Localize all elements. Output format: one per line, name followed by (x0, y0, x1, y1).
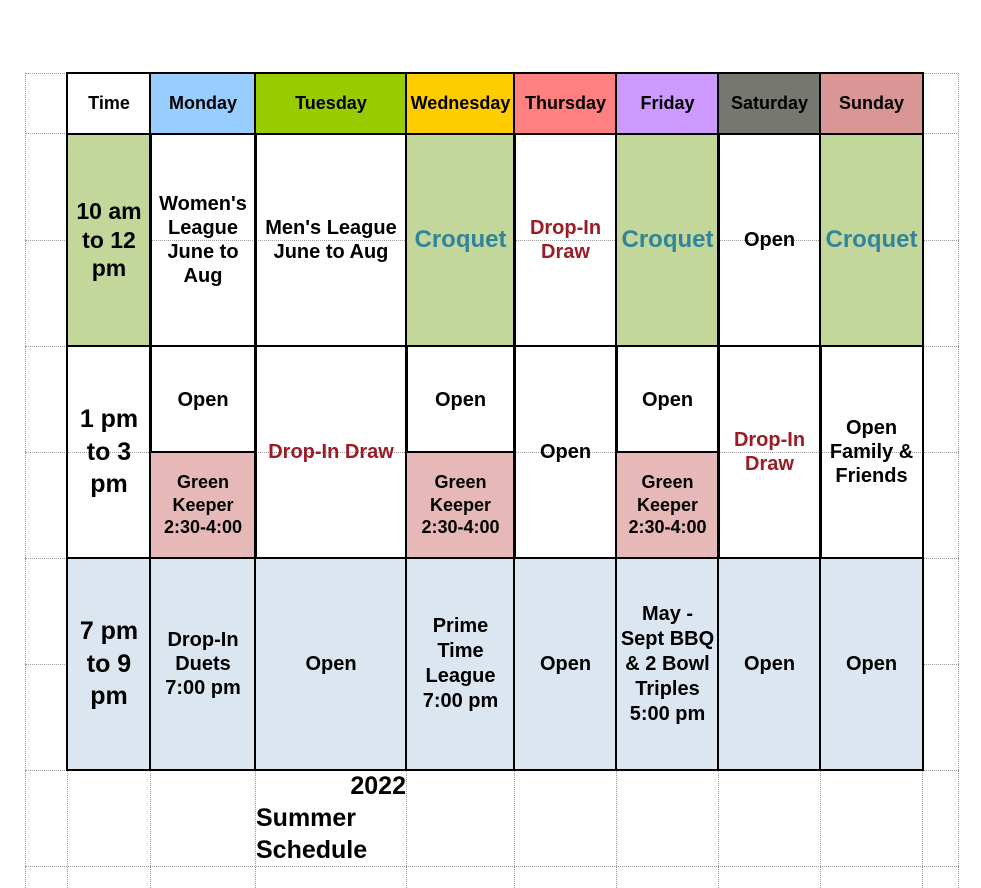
header-tuesday: Tuesday (254, 72, 408, 135)
wednesday-evening: Prime Time League 7:00 pm (405, 557, 516, 771)
friday-afternoon-open: Open (615, 345, 720, 453)
saturday-morning: Open (717, 133, 822, 347)
header-wednesday: Wednesday (405, 72, 516, 135)
thursday-evening: Open (513, 557, 618, 771)
friday-green-keeper: Green Keeper 2:30-4:00 (615, 451, 720, 559)
wednesday-green-keeper: Green Keeper 2:30-4:00 (405, 451, 516, 559)
gridline (958, 73, 959, 888)
gridline (25, 866, 959, 867)
tuesday-afternoon: Drop-In Draw (254, 345, 408, 559)
monday-morning: Women's League June to Aug (149, 133, 257, 347)
schedule-title-text: Summer Schedule (256, 804, 368, 864)
sunday-evening: Open (819, 557, 924, 771)
schedule-year: 2022 (350, 772, 406, 800)
schedule-title (256, 770, 406, 866)
time-evening: 7 pm to 9 pm (66, 557, 152, 771)
tuesday-evening: Open (254, 557, 408, 771)
header-saturday: Saturday (717, 72, 822, 135)
header-time: Time (66, 72, 152, 135)
thursday-afternoon: Open (513, 345, 618, 559)
friday-morning: Croquet (615, 133, 720, 347)
monday-green-keeper: Green Keeper 2:30-4:00 (149, 451, 257, 559)
header-sunday: Sunday (819, 72, 924, 135)
time-afternoon: 1 pm to 3 pm (66, 345, 152, 559)
sunday-afternoon: Open Family & Friends (819, 345, 924, 559)
header-thursday: Thursday (513, 72, 618, 135)
wednesday-morning: Croquet (405, 133, 516, 347)
gridline (25, 73, 26, 888)
wednesday-afternoon-open: Open (405, 345, 516, 453)
thursday-morning: Drop-In Draw (513, 133, 618, 347)
saturday-afternoon: Drop-In Draw (717, 345, 822, 559)
saturday-evening: Open (717, 557, 822, 771)
header-friday: Friday (615, 72, 720, 135)
monday-afternoon-open: Open (149, 345, 257, 453)
tuesday-morning: Men's League June to Aug (254, 133, 408, 347)
header-monday: Monday (149, 72, 257, 135)
friday-evening: May - Sept BBQ & 2 Bowl Triples 5:00 pm (615, 557, 720, 771)
time-morning: 10 am to 12 pm (66, 133, 152, 347)
sunday-morning: Croquet (819, 133, 924, 347)
monday-evening: Drop-In Duets 7:00 pm (149, 557, 257, 771)
